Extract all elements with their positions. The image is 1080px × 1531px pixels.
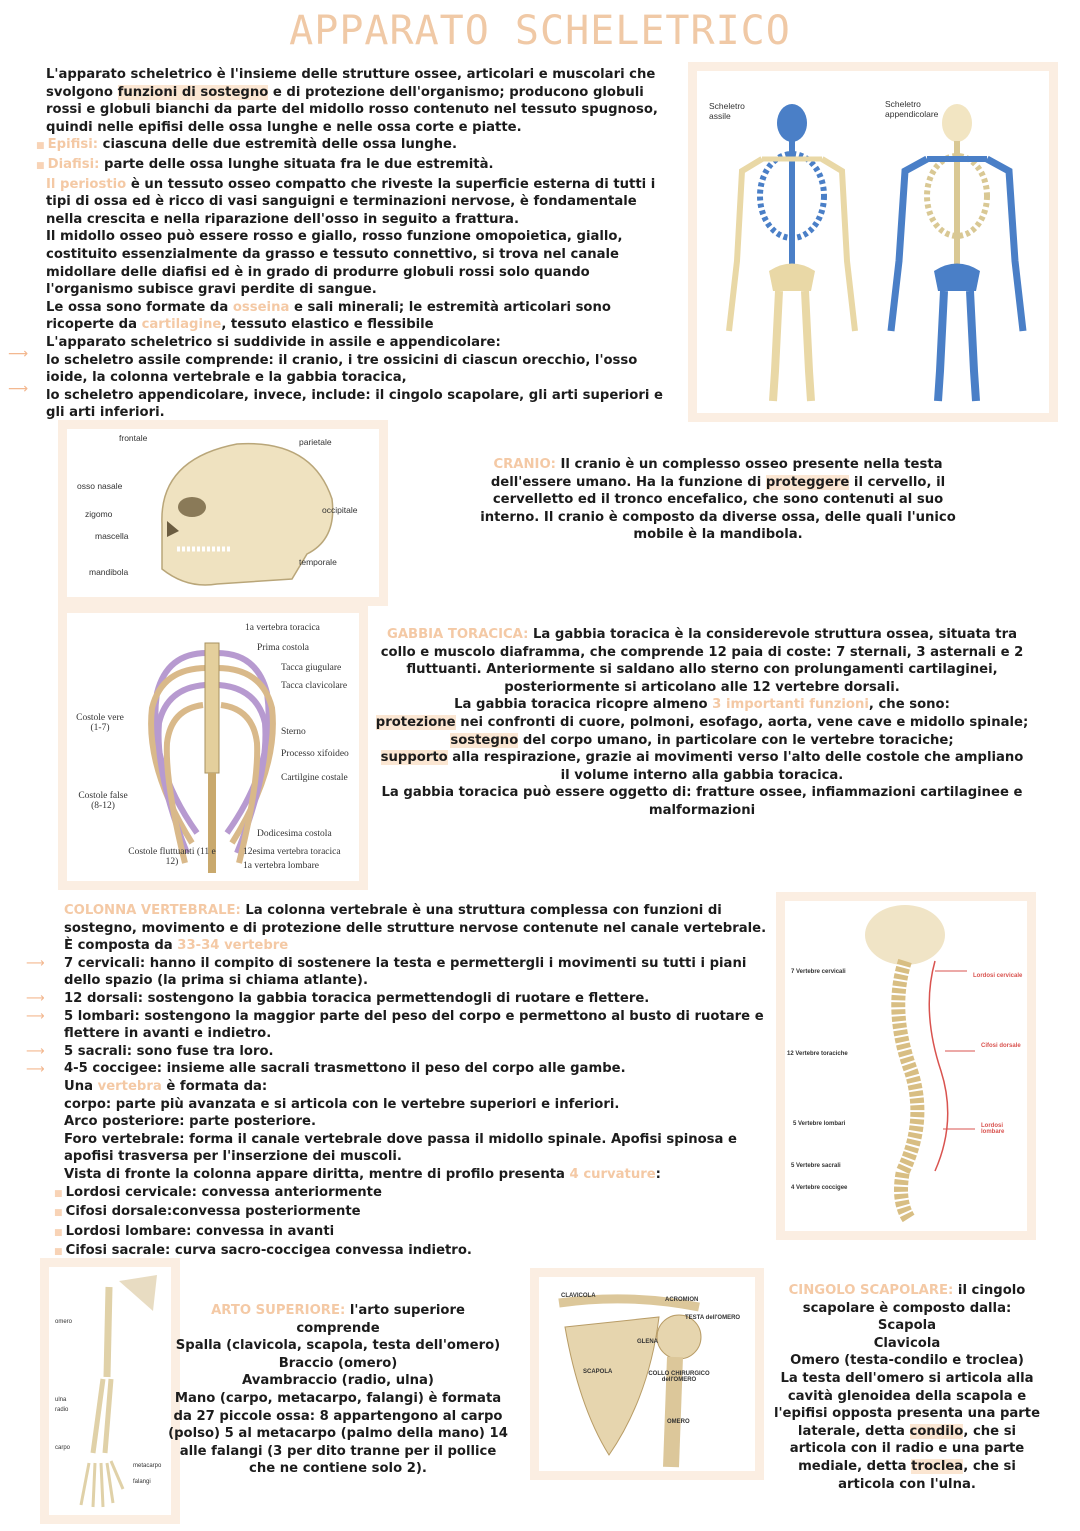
ribcage-illustration <box>67 613 359 881</box>
spine-label: 5 Vertebre sacrali <box>791 1163 841 1169</box>
axial-skeleton <box>729 104 855 401</box>
colonna-term: COLONNA VERTEBRALE: <box>64 903 241 918</box>
ribcage-label: 1a vertebra lombare <box>243 861 319 871</box>
appendicular-label: Scheletro appendicolare <box>885 99 939 119</box>
shoulder-label: CLAVICOLA <box>561 1293 596 1299</box>
arto-item: Mano (carpo, metacarpo, falangi) è formata da 27 piccole ossa: 8 appartengono al carpo (polso) 5 al metacarpo (palmo della mano) 14 alle falangi (3 per dito tranne per il pollice che ne contiene solo 2). <box>168 1390 508 1477</box>
arrow-icon: ⟶ <box>8 346 29 362</box>
shoulder-label: ACROMION <box>665 1297 699 1303</box>
intro-section <box>46 66 676 422</box>
arm-illustration <box>49 1267 171 1515</box>
arm-label: omero <box>55 1319 73 1325</box>
page-title: APPARATO SCHELETRICO <box>289 8 791 54</box>
skull-label: osso nasale <box>77 481 123 491</box>
colonna-item: 5 sacrali: sono fuse tra loro. <box>64 1043 274 1059</box>
axial-label: Scheletro assile <box>709 101 745 121</box>
ribcage-label: Tacca clavicolare <box>281 681 348 691</box>
arrow-icon: ⟶ <box>8 381 29 397</box>
colonna-section: COLONNA VERTEBRALE: La colonna vertebrale è una struttura complessa con funzioni di sostegno, movimento e di protezione delle strutture nervose contenute nel canale vertebrale. È composta da 33-34 vertebre 7 cervicali: hanno il compito di sostenere la testa e permettergli i movimenti su tutti i piani dello spazio (la prima si chiama atlante). 12 dorsali: sostengono la gabbia toracica permettendogli di ruotare e flettere. 5 lombari: sostengono la maggior parte del peso del corpo e permettono al busto di ruotare e flettere in avanti e indietro. 5 sacrali: sono fuse tra loro. 4-5 coccigee: insieme alle sacrali trasmettono il peso del corpo alle gambe. Una vertebra è formata da: corpo: parte più avanzata e si articola con le vertebre superiori e inferiori. Arco posteriore: parte posteriore. Foro vertebrale: forma il canale vertebrale dove passa il midollo spinale. Apofisi spinosa e apofisi trasversa per l'inserzione dei muscoli. Vista di fronte la colonna appare diritta, mentre di profilo presenta 4 curvature: ■ Lordosi cervicale: convessa anteriormente ■ Cifosi dorsale:convessa posteriormente ■ Lordosi lombare: convessa in avanti ■ Cifosi sacrale: curva sacro-coccigea convessa indietro. <box>64 902 780 1262</box>
colonna-item: 12 dorsali: sostengono la gabbia toracica permettendogli di ruotare e flettere. <box>64 990 650 1006</box>
ribcage-label: Tacca giugulare <box>281 663 342 673</box>
arto-item: Braccio (omero) <box>278 1355 398 1371</box>
spine-label: Lordosi lombare <box>981 1123 1005 1135</box>
ribcage-label: Prima costola <box>257 643 309 653</box>
shoulder-label: SCAPOLA <box>583 1369 613 1375</box>
intro-paragraph: L'apparato scheletrico è l'insieme delle strutture ossee, articolari e muscolari che svolgono funzioni di sostegno e di protezione dell'organismo; producono globuli rossi e globuli bianchi da parte del midollo rosso contenuto nel tessuto spugnoso, quindi nelle epifisi delle ossa lunghe e nelle ossa corte e piatte. <box>46 67 658 135</box>
shoulder-label: COLLO CHIRURGICO dell'OMERO <box>648 1371 710 1383</box>
skull-figure <box>58 420 388 606</box>
arm-label: radio <box>55 1407 69 1413</box>
appendicolare-item: lo scheletro appendicolare, invece, include: il cingolo scapolare, gli arti superiori e gli arti inferiori. <box>46 387 663 421</box>
arm-label: carpo <box>55 1445 71 1451</box>
cranio-section: CRANIO: Il cranio è un complesso osseo presente nella testa dell'essere umano. Ha la funzione di proteggere il cervello, il cervelletto ed il tronco encefalico, che sono contenuti al suo interno. Il cranio è composto da diverse ossa, delle quali l'unico mobile è la mandibola. <box>480 457 956 543</box>
arto-item: Avambraccio (radio, ulna) <box>242 1373 434 1389</box>
ribcage-label: Processo xifoideo <box>281 749 349 759</box>
ribcage-label: Cartilgine costale <box>281 773 348 783</box>
colonna-item: 7 cervicali: hanno il compito di sostenere la testa e permettergli i movimenti su tutti i piani dello spazio (la prima si chiama atlante). <box>64 955 747 989</box>
cingolo-item: Scapola <box>877 1318 937 1334</box>
ribcage-label: Costole vere (1-7) <box>76 713 124 733</box>
spine-figure <box>776 892 1036 1240</box>
shoulder-label: TESTA dell'OMERO <box>685 1315 741 1321</box>
skeleton-figure <box>688 62 1058 422</box>
arto-term: ARTO SUPERIORE: <box>211 1303 346 1318</box>
cingolo-item: Omero (testa-condilo e troclea) <box>790 1353 1024 1369</box>
skull-label: parietale <box>299 437 332 447</box>
ribcage-label: Costole false (8-12) <box>78 791 128 811</box>
skeleton-illustration <box>707 81 1047 411</box>
curvatura-item: ■ Cifosi dorsale:convessa posteriormente <box>54 1203 780 1223</box>
colonna-item: 4-5 coccigee: insieme alle sacrali trasmettono il peso del corpo alle gambe. <box>64 1061 626 1077</box>
spine-label: 12 Vertebre toraciche <box>787 1051 848 1057</box>
skull-label: mandibola <box>89 567 129 577</box>
skull-label: occipitale <box>322 505 358 515</box>
spine-label: 5 Vertebre lombari <box>793 1121 846 1127</box>
skull-label: mascella <box>95 531 129 541</box>
cingolo-term: CINGOLO SCAPOLARE: <box>788 1283 954 1298</box>
cingolo-item: Clavicola <box>873 1335 941 1351</box>
curvatura-item: ■ Lordosi lombare: convessa in avanti <box>54 1223 780 1243</box>
shoulder-label: GLENA <box>637 1339 658 1345</box>
epifisi-item: ■ Epifisi: ciascuna delle due estremità delle ossa lunghe. <box>36 136 676 156</box>
arm-label: metacarpo <box>133 1463 162 1469</box>
spine-label: 7 Vertebre cervicali <box>791 969 846 975</box>
arto-item: Spalla (clavicola, scapola, testa dell'omero) <box>175 1338 501 1354</box>
arrow-icon: ⟶ ⟶ ⟶ ⟶ ⟶ <box>26 956 45 1077</box>
arm-label: falangi <box>133 1479 151 1485</box>
appendicular-skeleton <box>891 104 1023 401</box>
ribcage-label: Dodicesima costola <box>257 829 332 839</box>
spine-illustration <box>785 901 1027 1231</box>
skull-label: zigomo <box>85 509 113 519</box>
ossa-paragraph: Le ossa sono formate da osseina e sali minerali; le estremità articolari sono ricoperte da cartilagine, tessuto elastico e flessibile <box>46 299 611 333</box>
skull-label: temporale <box>299 557 337 567</box>
midollo-paragraph: Il midollo osseo può essere rosso e giallo, rosso funzione omopoietica, giallo, costituito essenzialmente da grasso e tessuto connettivo, si trova nel canale midollare delle diafisi ed è in grado di produrre globuli rossi solo quando l'organismo subisce gravi perdite di sangue. <box>46 229 623 298</box>
cranio-term: CRANIO: <box>493 457 556 472</box>
arto-section: ARTO SUPERIORE: l'arto superiore comprende Spalla (clavicola, scapola, testa dell'omero) Braccio (omero) Avambraccio (radio, ulna) Mano (carpo, metacarpo, falangi) è formata da 27 piccole ossa: 8 appartengono al carpo (polso) 5 al metacarpo (palmo della mano) 14 alle falangi (3 per dito tranne per il pollice che ne contiene solo 2). <box>168 1303 508 1477</box>
spine-label: Lordosi cervicale <box>973 973 1023 979</box>
arm-figure <box>40 1258 180 1524</box>
curvatura-item: ■ Lordosi cervicale: convessa anteriormente <box>54 1184 780 1204</box>
ribcage-label: Costole fluttuanti (11 e 12) <box>128 847 216 867</box>
spine-label: Cifosi dorsale <box>981 1043 1021 1049</box>
shoulder-figure <box>530 1268 764 1480</box>
colonna-item: 5 lombari: sostengono la maggior parte del peso del corpo e permettono al busto di ruotare e flettere in avanti e indietro. <box>64 1008 764 1042</box>
arm-label: ulna <box>55 1397 67 1403</box>
ribcage-figure <box>58 604 368 890</box>
ribcage-label: 12esima vertebra toracica <box>243 847 341 857</box>
gabbia-section: GABBIA TORACICA: La gabbia toracica è la considerevole struttura ossea, situata tra collo e muscolo diaframma, che comprende 12 paia di coste: 7 sternali, 3 asternali e 2 fluttuanti. Anteriormente si saldano allo sterno con prolungamenti cartilaginei, posteriormente si articolano alle 12 vertebre dorsali. La gabbia toracica ricopre almeno 3 importanti funzioni, che sono: protezione nei confronti di cuore, polmoni, esofago, aorta, vene cave e midollo spinale; sostegno del corpo umano, in particolare con le vertebre toraciche; supporto alla respirazione, grazie ai movimenti verso l'alto delle costole che ampliano il volume interno alla gabbia toracica. La gabbia toracica può essere oggetto di: fratture ossee, infiammazioni cartilaginee e malformazioni <box>375 627 1029 818</box>
skull-label: frontale <box>119 433 148 443</box>
curvatura-item: ■ Cifosi sacrale: curva sacro-coccigea convessa indietro. <box>54 1242 780 1262</box>
spine-label: 4 Vertebre coccigee <box>791 1185 848 1191</box>
ribcage-label: Sterno <box>281 727 306 737</box>
periostio-paragraph: Il periostio è un tessuto osseo compatto che riveste la superficie esterna di tutti i tipi di ossa ed è ricco di vasi sanguigni e terminazioni nervose, è fondamentale nella crescita e nella riparazione dell'osso in seguito a frattura. <box>46 176 656 227</box>
diafisi-item: ■ Diafisi: parte delle ossa lunghe situata fra le due estremità. <box>36 156 676 176</box>
cingolo-section: CINGOLO SCAPOLARE: il cingolo scapolare è composto dalla: Scapola Clavicola Omero (testa-condilo e troclea) La testa dell'omero si articola alla cavità glenoidea della scapola e l'epifisi opposta presenta una parte laterale, detta condilo, che si articola con il radio e una parte mediale, detta troclea, che si articola con l'ulna. <box>773 1283 1041 1492</box>
assile-item: lo scheletro assile comprende: il cranio, i tre ossicini di ciascun orecchio, l'osso ioide, la colonna vertebrale e la gabbia toracica, <box>46 352 638 386</box>
gabbia-term: GABBIA TORACICA: <box>387 627 529 642</box>
ribcage-label: 1a vertebra toracica <box>245 623 320 633</box>
suddivisione-paragraph: L'apparato scheletrico si suddivide in assile e appendicolare: <box>46 334 501 350</box>
shoulder-label: OMERO <box>667 1419 690 1425</box>
